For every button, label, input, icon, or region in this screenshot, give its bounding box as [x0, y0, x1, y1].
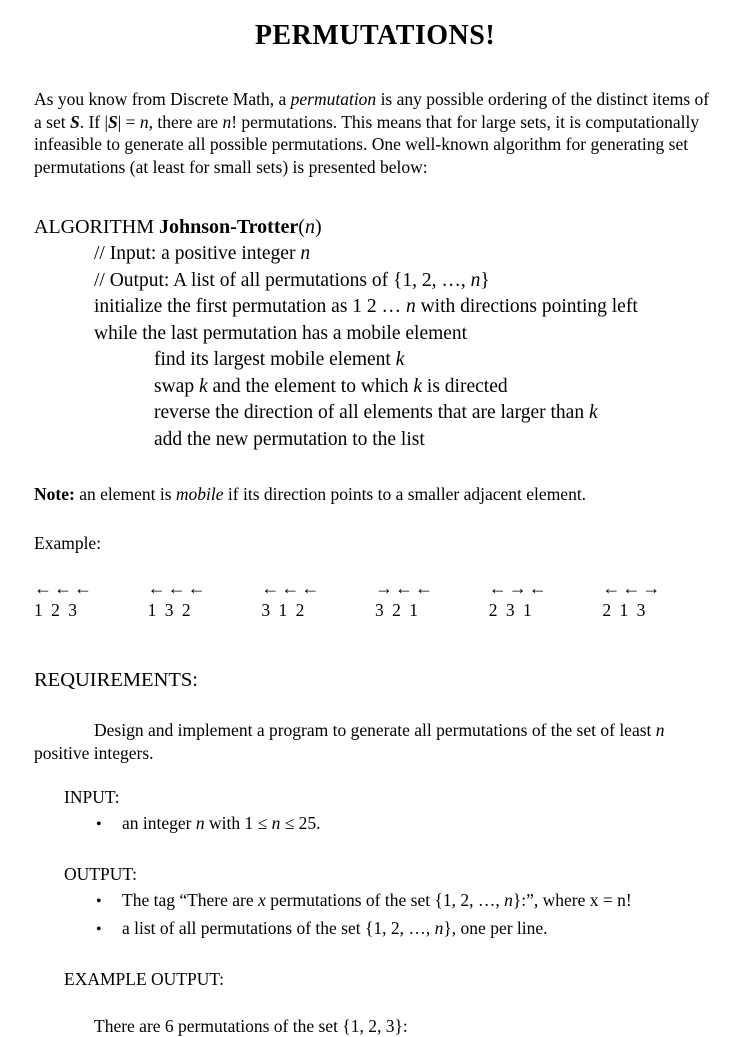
bullet-item	[96, 889, 716, 913]
bullet-item	[96, 917, 716, 941]
example-column	[602, 578, 670, 621]
direction-arrows: ←←←	[261, 578, 322, 598]
bullet-icon: •	[96, 921, 102, 938]
algorithm-line: while the last permutation has a mobile element	[94, 322, 468, 344]
example-row	[34, 578, 716, 621]
direction-arrows: ←←←	[34, 578, 94, 598]
bullet-icon: •	[96, 816, 102, 833]
example-label: Example:	[34, 533, 102, 553]
input-label: INPUT:	[64, 787, 120, 807]
example-column	[34, 578, 102, 621]
permutation-numbers: 3 2 1	[375, 600, 419, 620]
bullet-text: a list of all permutations of the set {1, 2, …, n}, one per line.	[122, 918, 548, 938]
permutation-numbers: 3 1 2	[261, 600, 305, 620]
direction-arrows: ←←→	[602, 578, 663, 598]
algorithm-line: swap k and the element to which k is directed	[154, 375, 508, 397]
permutation-numbers: 1 2 3	[34, 600, 77, 620]
example-column	[375, 578, 443, 621]
bullet-icon: •	[96, 893, 102, 910]
permutation-numbers: 2 3 1	[488, 600, 532, 620]
note-paragraph: Note: an element is mobile if its direction points to a smaller adjacent element.	[34, 484, 587, 504]
example-column	[261, 578, 329, 621]
algorithm-line: // Output: A list of all permutations of {1, 2, …, n}	[94, 269, 490, 291]
example-output-line: There are 6 permutations of the set {1, 2, 3}:	[94, 1016, 408, 1036]
algorithm-line: reverse the direction of all elements that are larger than k	[154, 402, 598, 423]
algorithm-line: find its largest mobile element k	[154, 349, 405, 370]
example-output-label: EXAMPLE OUTPUT:	[64, 969, 225, 989]
algorithm-line: add the new permutation to the list	[154, 428, 425, 450]
output-label: OUTPUT:	[64, 864, 138, 884]
direction-arrows: ←→←	[488, 578, 549, 598]
requirements-heading: REQUIREMENTS:	[34, 669, 198, 691]
direction-arrows: ←←←	[147, 578, 208, 598]
requirements-paragraph: Design and implement a program to generate all permutations of the set of least n positive integers.	[34, 720, 665, 763]
permutation-numbers: 2 1 3	[602, 600, 646, 620]
bullet-item	[96, 812, 716, 836]
algorithm-block	[34, 214, 716, 453]
bullet-text: The tag “There are x permutations of the set {1, 2, …, n}:”, where x = n!	[122, 890, 632, 910]
example-column	[489, 578, 557, 621]
direction-arrows: →←←	[375, 578, 436, 598]
algorithm-line: // Input: a positive integer n	[94, 243, 311, 264]
intro-paragraph: As you know from Discrete Math, a permutation is any possible ordering of the distinct items of a set S. If |S| = n, there are n! permutations. This means that for large sets, it is computationally infeasible to generate all possible permutations. One well-known algorithm for generating set permutations (at least for small sets) is presented below:	[34, 89, 710, 177]
algorithm-heading: ALGORITHM Johnson-Trotter(n)	[34, 216, 322, 238]
bullet-text: an integer n with 1 ≤ n ≤ 25.	[122, 813, 321, 833]
algorithm-line: initialize the first permutation as 1 2 … n with directions pointing left	[94, 296, 638, 317]
doc-title: PERMUTATIONS!	[254, 20, 496, 51]
permutation-numbers: 1 3 2	[147, 600, 191, 620]
example-column	[148, 578, 216, 621]
